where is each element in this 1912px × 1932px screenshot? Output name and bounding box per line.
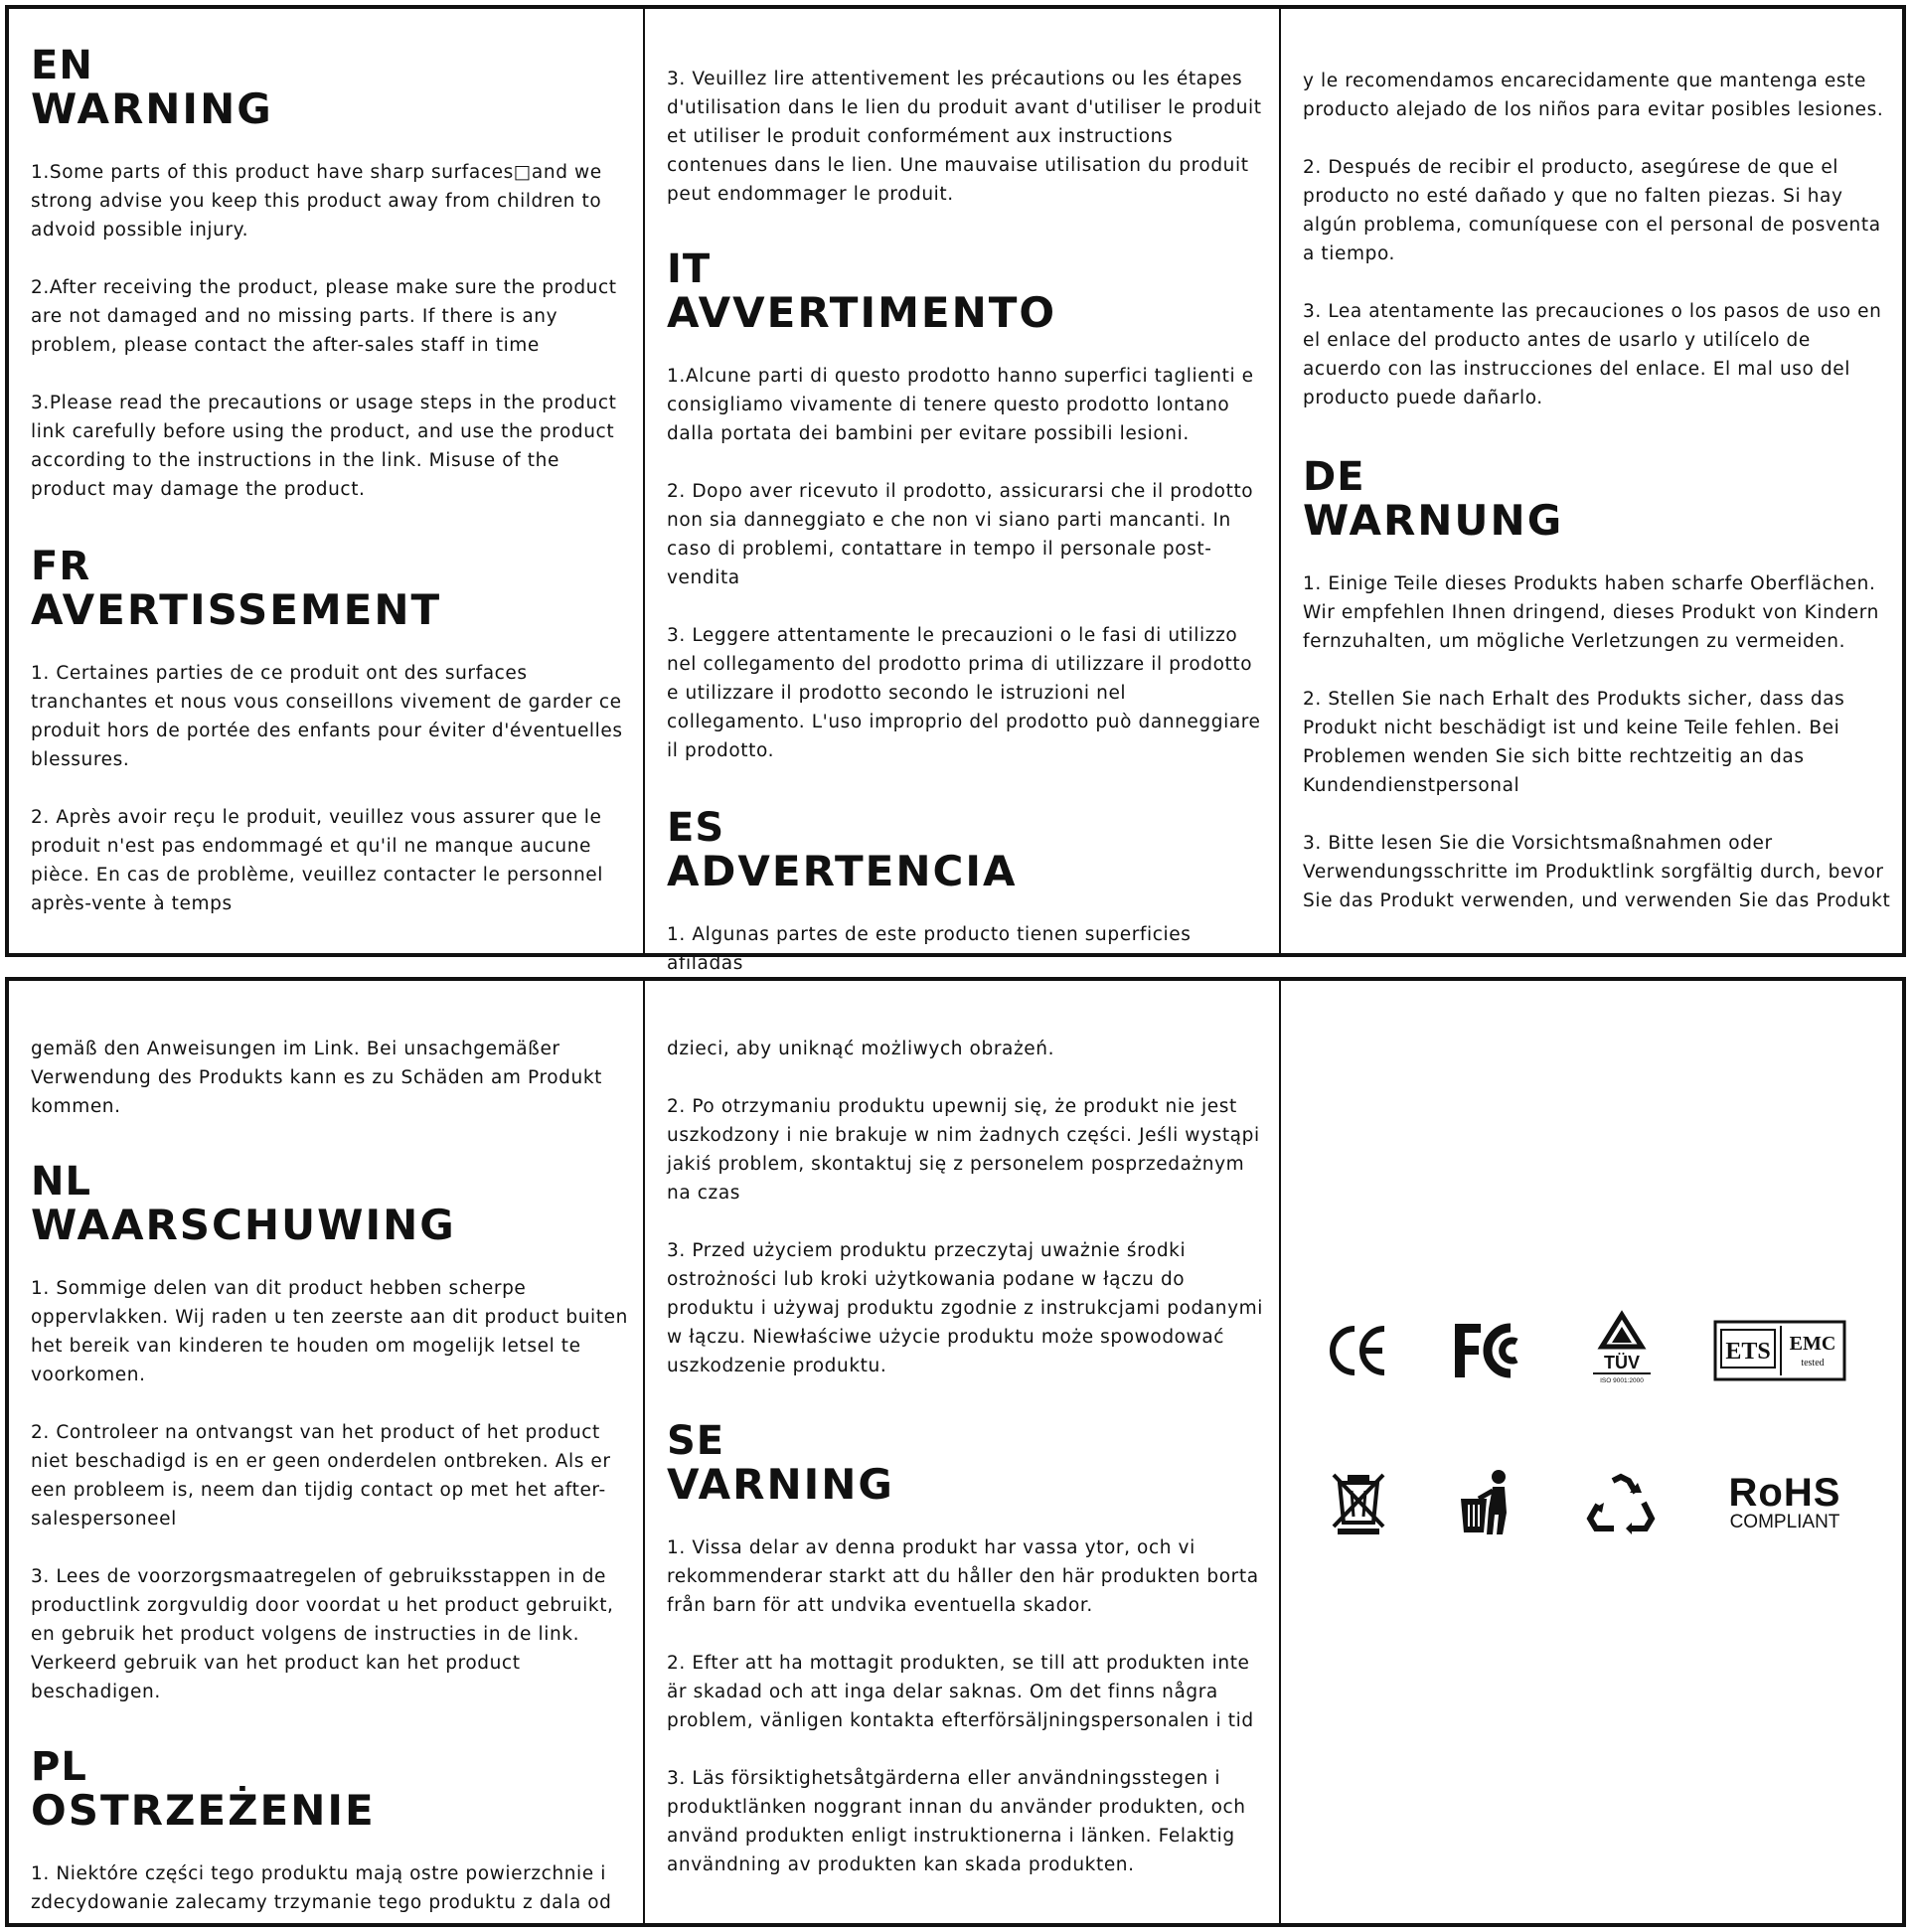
column-3 [1279, 9, 1902, 953]
section-title: AVVERTIMENTO [667, 288, 1057, 337]
paragraph: 3. Lea atentamente las precauciones o los pasos de uso en el enlace del producto antes de usarlo y utilícelo de acuerdo con las instrucciones del enlace. El mal uso del producto puede dañarlo. [1303, 301, 1882, 408]
language-code: FR [31, 544, 91, 589]
section-en [31, 45, 633, 504]
paragraph: 1. Algunas partes de este producto tienen superficies afiladas [667, 924, 1192, 974]
paragraph: 3. Lees de voorzorgsmaatregelen of gebruiksstappen in de productlink zorgvuldig door voordat u het product gebruikt, en gebruik het product volgens de instructies in de link. Verkeerd gebruik van het product kan het product beschadigen. [31, 1566, 614, 1702]
section-es-continued [1303, 67, 1892, 412]
language-code: IT [667, 246, 712, 292]
section-nl [31, 1161, 633, 1706]
section-title: WARNUNG [1303, 496, 1564, 545]
paragraph: 2. Po otrzymaniu produktu upewnij się, że produkt nie jest uszkodzony i nie brakuje w nim żadnych części. Jeśli wystąpi jakiś problem, skontaktuj się z personelem posprzedażnym na czas [667, 1096, 1260, 1204]
column-1 [9, 981, 643, 1923]
ets-emc-mark-icon [1712, 1319, 1847, 1382]
rohs-label: RoHS [1728, 1471, 1841, 1515]
paragraph: 1. Niektóre części tego produktu mają ostre powierzchnie i zdecydowanie zalecamy trzymanie tego produktu z dala od [31, 1863, 612, 1913]
language-code: SE [667, 1418, 725, 1464]
emc-label: EMC [1789, 1333, 1836, 1355]
warning-sheet-bottom [5, 977, 1906, 1927]
column-2 [643, 981, 1279, 1923]
paragraph: 1.Alcune parti di questo prodotto hanno superfici taglienti e consigliamo vivamente di tenere questo prodotto lontano dalla portata dei bambini per evitare possibili lesioni. [667, 366, 1254, 444]
paragraph: 2. Controleer na ontvangst van het product of het product niet beschadigd is en er geen onderdelen ontbreken. Als er een probleem is, neem dan tijdig contact op met het after-salespersoneel [31, 1422, 611, 1530]
paragraph: 3. Veuillez lire attentivement les précautions ou les étapes d'utilisation dans le lien du produit avant d'utiliser le produit et utiliser le produit conformément aux instructions contenues dans le lien. Une mauvaise utilisation du produit peut endommager le produit. [667, 69, 1262, 205]
section-se [667, 1420, 1269, 1879]
language-code: ES [667, 805, 725, 851]
paragraph: 3. Läs försiktighetsåtgärderna eller användningsstegen i produktlänken noggrant innan du använder produkten, och använd produkten enligt instruktionerna i länken. Felaktig användning av produkten kan skada produkten. [667, 1768, 1246, 1875]
section-fr-continued [667, 65, 1269, 209]
tuv-label: TÜV [1604, 1353, 1640, 1372]
ce-mark-icon [1323, 1321, 1394, 1380]
paragraph: 1. Certaines parties de ce produit ont des surfaces tranchantes et nous vous conseillons vivement de garder ce produit hors de portée des enfants pour éviter d'éventuelles blessures. [31, 663, 623, 770]
section-pl [31, 1746, 633, 1917]
paragraph: gemäß den Anweisungen im Link. Bei unsachgemäßer Verwendung des Produkts kann es zu Schäden am Produkt kommen. [31, 1039, 603, 1117]
section-de-continued [31, 1035, 633, 1121]
paragraph: 3.Please read the precautions or usage steps in the product link carefully before using the product, and use the product according to the instructions in the link. Misuse of the product may damage the product. [31, 393, 617, 500]
language-code: PL [31, 1744, 87, 1790]
language-code: NL [31, 1159, 91, 1205]
section-de [1303, 456, 1892, 915]
paragraph: 1. Einige Teile dieses Produkts haben scharfe Oberflächen. Wir empfehlen Ihnen dringend, dieses Produkt von Kindern fernzuhalten, um mögliche Verletzungen zu vermeiden. [1303, 573, 1879, 652]
paragraph: 2. Después de recibir el producto, asegúrese de que el producto no esté dañado y que no falten piezas. Si hay algún problema, comuníquese con el personal de posventa a tiempo. [1303, 157, 1881, 264]
paragraph: 3. Leggere attentamente le precauzioni o le fasi di utilizzo nel collegamento del prodotto prima di utilizzare il prodotto e utilizzare il prodotto secondo le istruzioni nel collegamento. L'uso improprio del prodotto può danneggiare il prodotto. [667, 625, 1261, 761]
recycle-icon [1585, 1472, 1657, 1535]
paragraph: 3. Bitte lesen Sie die Vorsichtsmaßnahmen oder Verwendungsschritte im Produktlink sorgfältig durch, bevor Sie das Produkt verwenden, und verwenden Sie das Produkt [1303, 833, 1891, 911]
section-title: AVERTISSEMENT [31, 585, 442, 634]
paragraph: 2. Après avoir reçu le produit, veuillez vous assurer que le produit n'est pas endommagé et qu'il ne manque aucune pièce. En cas de problème, veuillez contacter le personnel après-vente à temps [31, 807, 604, 914]
paragraph: y le recomendamos encarecidamente que mantenga este producto alejado de los niños para evitar posibles lesiones. [1303, 71, 1884, 120]
fcc-mark-icon [1450, 1319, 1535, 1382]
weee-bin-crossed-icon [1329, 1468, 1388, 1537]
section-pl-continued [667, 1035, 1269, 1380]
column-2 [643, 9, 1279, 974]
language-code: DE [1303, 454, 1365, 500]
emc-sublabel: tested [1801, 1358, 1825, 1368]
section-it [667, 248, 1269, 765]
certifications-column [1279, 981, 1902, 1923]
section-title: VARNING [667, 1460, 894, 1509]
paragraph: dzieci, aby uniknąć możliwych obrażeń. [667, 1039, 1055, 1059]
rohs-sublabel: COMPLIANT [1729, 1512, 1840, 1532]
tuv-sublabel: ISO 9001:2000 [1600, 1377, 1644, 1384]
warning-sheet-top [5, 5, 1906, 974]
paragraph: 1. Sommige delen van dit product hebben scherpe oppervlakken. Wij raden u ten zeerste aan dit product buiten het bereik van kinderen te houden om mogelijk letsel te voorkomen. [31, 1278, 628, 1385]
paragraph: 3. Przed użyciem produktu przeczytaj uważnie środki ostrożności lub kroki użytkowania podane w łączu do produktu i używaj produktu zgodnie z instrukcjami podanymi w łączu. Niewłaściwe użycie produktu może spowodować uszkodzenie produktu. [667, 1240, 1263, 1376]
column-1 [9, 9, 643, 953]
paragraph: 2.After receiving the product, please make sure the product are not damaged and no missing parts. If there is any problem, please contact the after-sales staff in time [31, 277, 617, 356]
section-title: WARNING [31, 84, 273, 133]
paragraph: 1. Vissa delar av denna produkt har vassa ytor, och vi rekommenderar starkt att du håller den här produkten borta från barn för att undvika eventuella skador. [667, 1537, 1259, 1616]
rohs-compliant-icon [1720, 1470, 1849, 1535]
section-es [667, 807, 1269, 978]
language-code: EN [31, 43, 93, 88]
tuv-mark-icon [1587, 1311, 1657, 1386]
paragraph: 2. Dopo aver ricevuto il prodotto, assicurarsi che il prodotto non sia danneggiato e che non vi siano parti mancanti. In caso di problemi, contattare in tempo il personale post-vendita [667, 481, 1254, 588]
paragraph: 2. Efter att ha mottagit produkten, se till att produkten inte är skadad och att inga delar saknas. Om det finns några problem, vänligen kontakta efterförsäljningspersonalen i tid [667, 1653, 1254, 1731]
ets-label: ETS [1725, 1339, 1771, 1365]
tidy-man-icon [1456, 1468, 1517, 1537]
paragraph: 2. Stellen Sie nach Erhalt des Produkts sicher, dass das Produkt nicht beschädigt ist und keine Teile fehlen. Bei Problemen wenden Sie sich bitte rechtzeitig an das Kundendienstpersonal [1303, 689, 1845, 796]
section-title: ADVERTENCIA [667, 847, 1018, 895]
section-title: OSTRZEŻENIE [31, 1786, 376, 1835]
section-fr [31, 546, 633, 918]
section-title: WAARSCHUWING [31, 1201, 456, 1249]
paragraph: 1.Some parts of this product have sharp surfaces□and we strong advise you keep this product away from children to advoid possible injury. [31, 162, 602, 241]
